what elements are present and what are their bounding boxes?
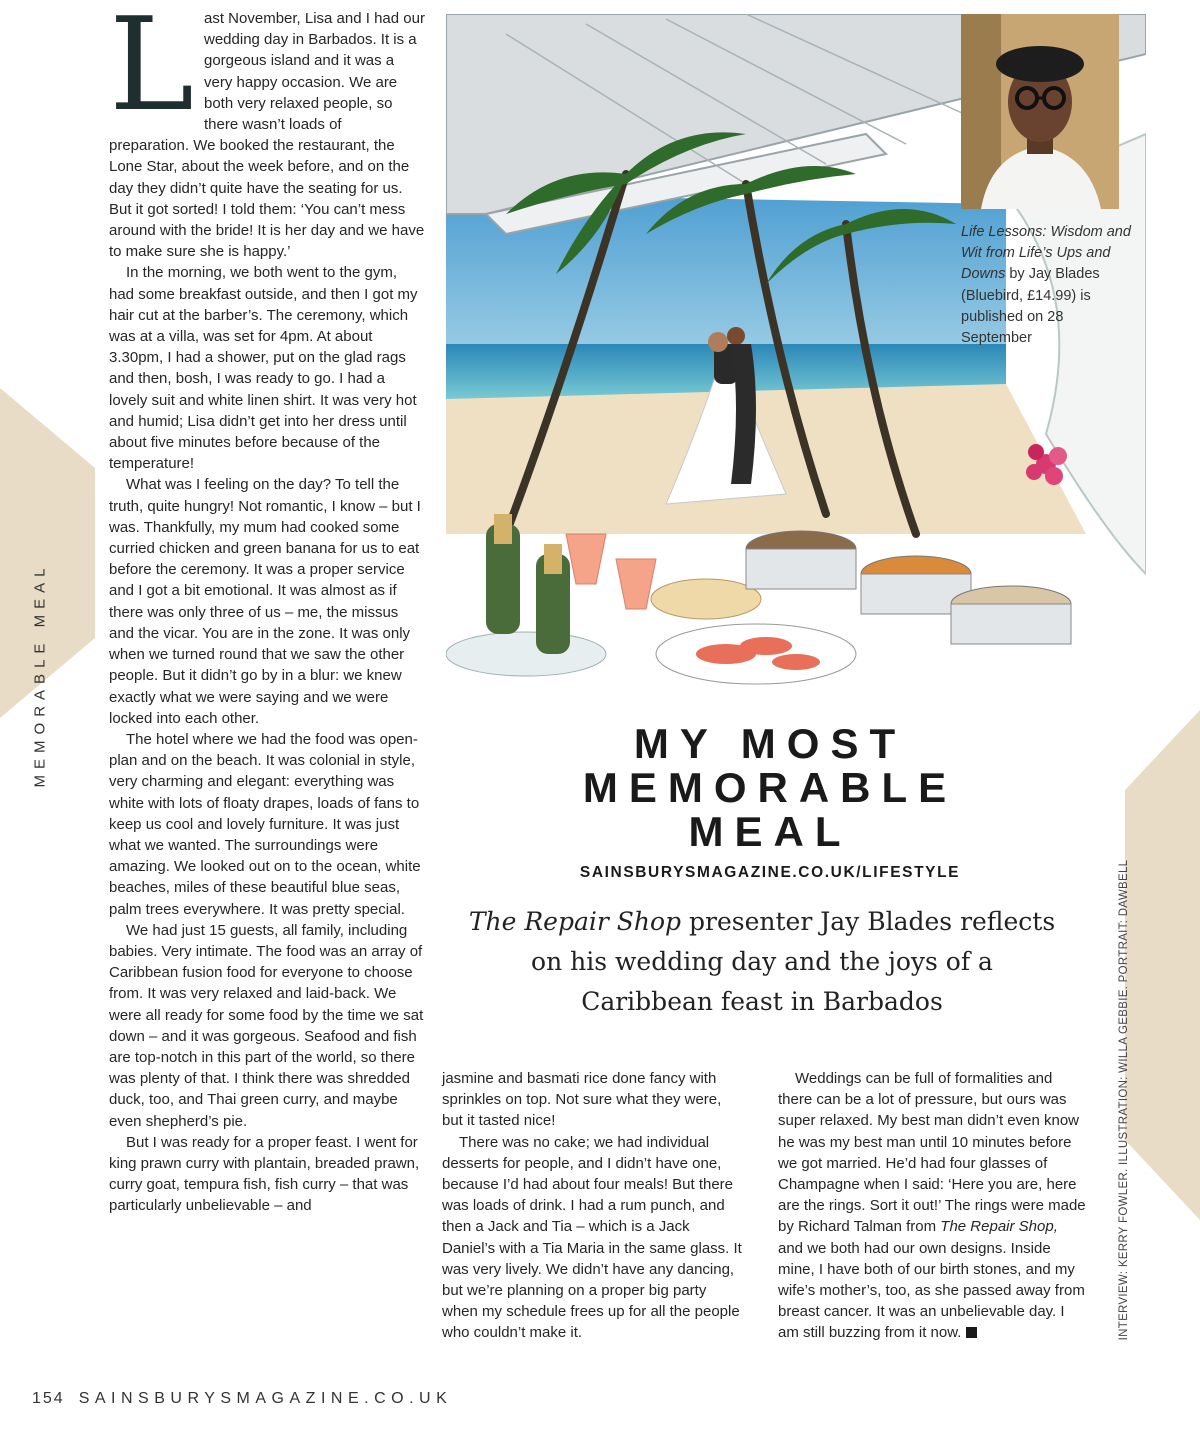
article-headline [520, 722, 1020, 854]
book-caption: Life Lessons: Wisdom and Wit from Life’s Ups and Downs by Jay Blades (Bluebird, £14.99) is published on 28 September [961, 224, 1131, 347]
article-paragraph: But I was ready for a proper feast. I went for king prawn curry with plantain, breaded prawn, curry goat, tempura fish, fish curry – that was particularly unbelievable – and [109, 1133, 420, 1215]
article-paragraph: jasmine and basmati rice done fancy with sprinkles on top. Not sure what they were, but it tasted nice! [442, 1070, 722, 1130]
article-paragraph: We had just 15 guests, all family, including babies. Very intimate. The food was an array of Caribbean fusion food for everyone to choose from. It was very relaxed and laid-back. We were all ready for some food by the time we sat down – and it was gorgeous. Seafood and fish are top-notch in this part of the world, so there was plenty of that. I think there was shredded duck, too, and Thai green curry, and maybe even shepherd’s pie. [109, 921, 424, 1130]
lifestyle-url[interactable]: SAINSBURYSMAGAZINE.CO.UK/LIFESTYLE [579, 864, 961, 881]
article-column-2 [442, 1068, 742, 1344]
article-paragraph: Weddings can be full of formalities and there can be a lot of pressure, but ours was super relaxed. My best man didn’t even know he was my best man until 10 minutes before we got married. He’d had four glasses of Champagne when I said: ‘Here you are, here are the rings. Sort it out!’ The rings were made by Richard Talman from The Repair Shop, and we both had our own designs. Inside mine, I have both of our birth stones, and my wife’s mother’s, too, as she passed away from breast cancer. It was an unbelievable day. I am still buzzing from it now. [778, 1070, 1086, 1342]
article-paragraph: In the morning, we both went to the gym, had some breakfast outside, and then I got my hair cut at the barber’s. The ceremony, which was at a villa, was set for 4pm. At about 3.30pm, I had a shower, put on the glad rags and then, bosh, I was ready to go. I had a lovely suit and white linen shirt. It was very hot and humid; Lisa didn’t get into her dress until about five minutes before because of the temperature! [109, 264, 418, 473]
headline-line: MY MOST [633, 720, 907, 767]
standfirst: The Repair Shop presenter Jay Blades reflects on his wedding day and the joys of a Caribbean feast in Barbados [468, 907, 1056, 1016]
drop-cap: L [109, 0, 194, 140]
article-column-3 [778, 1068, 1086, 1344]
article-paragraph: Last November, Lisa and I had our wedding day in Barbados. It is a gorgeous island and it was a very happy occasion. We are both very relaxed people, so there wasn’t loads of preparation. We booked the restaurant, the Lone Star, about the week before, and on the day they didn’t quite have the seating for us. But it got sorted! I told them: ‘You can’t mess around with the bride! It is her day and we have to make sure she is happy.’ [109, 0, 425, 261]
page-number: 154 [32, 1390, 65, 1407]
article-paragraph: There was no cake; we had individual desserts for people, and I didn’t have one, because I’d had about four meals! But there was loads of drink. I had a rum punch, and then a Jack and Tia – which is a Jack Daniel’s with a Tia Maria in the same glass. It was very lively. We didn’t have any dancing, but we’re planning on a proper big party when my schedule frees up for all the people who couldn’t make it. [442, 1133, 742, 1342]
headline-line: MEMORABLE [582, 764, 958, 811]
end-mark [966, 1327, 977, 1338]
headline-line: MEAL [688, 808, 852, 855]
article-column-1 [109, 0, 425, 1217]
page-footer [32, 1390, 452, 1408]
section-label: MEMORABLE MEAL [31, 562, 49, 788]
article-paragraph: What was I feeling on the day? To tell the truth, quite hungry! Not romantic, I know – but I was. Thankfully, my mum had cooked some curried chicken and green banana for us to eat before the ceremony. It was a proper service and I got a bit emotional. It was almost as if there was only three of us – me, the missus and the vicar. You are in the zone. It was only when we turned round that we saw the other people. But it didn’t go by in a blur: we knew exactly what we were saying and we were locked into each other. [109, 476, 421, 727]
article-paragraph: The hotel where we had the food was open-plan and on the beach. It was colonial in style, very charming and elegant: everything was white with lots of floaty drapes, loads of fans to keep us cool and lovely furniture. It was just what we wanted. The surroundings were amazing. We looked out on to the ocean, white beaches, miles of these beautiful blue seas, palm trees everywhere. It was pretty special. [109, 730, 421, 918]
magazine-url: SAINSBURYSMAGAZINE.CO.UK [78, 1390, 453, 1407]
photo-credit: INTERVIEW: KERRY FOWLER. ILLUSTRATION: WILLA GEBBIE. PORTRAIT: DAWBELL [1118, 859, 1130, 1341]
author-portrait [961, 14, 1119, 209]
